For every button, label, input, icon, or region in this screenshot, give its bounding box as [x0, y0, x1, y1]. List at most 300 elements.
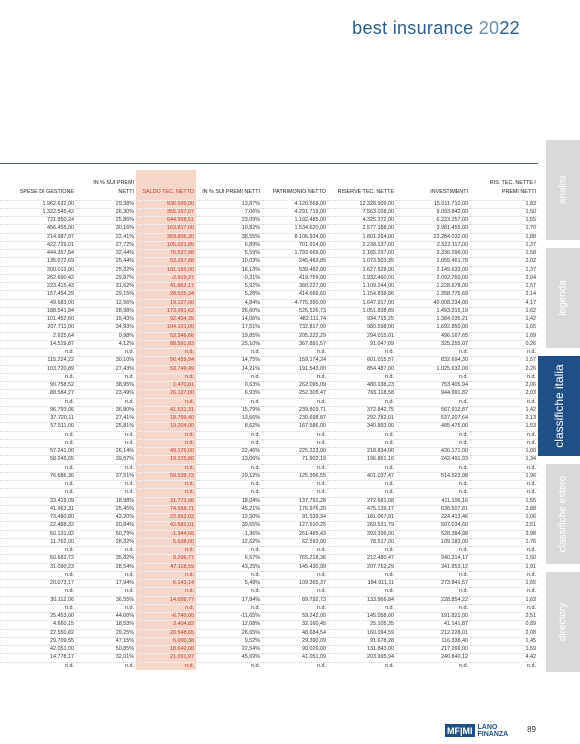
table-cell: 30.112,06 [50, 596, 74, 603]
table-cell: 832.694,30 [441, 357, 468, 364]
table-cell: 92.404,35 [136, 316, 196, 324]
sidebar-tab-classifiche-estero[interactable] [546, 464, 580, 564]
table-cell: 1.384.035,21 [436, 316, 468, 322]
table-cell: -0,31% [242, 274, 260, 281]
table-cell: 191.543,00 [299, 365, 326, 372]
table-cell: 3.404,82 [136, 621, 196, 629]
column-header-3: IN % SUI PREMI NETTI [202, 188, 260, 195]
table-cell: 48.684,54 [302, 629, 326, 636]
table-cell: n.d. [125, 349, 134, 355]
table-cell: 15.011.710,00 [433, 200, 468, 207]
table-row [0, 555, 538, 563]
table-cell: 37.720,11 [50, 415, 74, 421]
table-cell: n.d. [385, 662, 394, 669]
table-cell: 1,00 [525, 448, 536, 454]
table-cell: 91.539,34 [302, 514, 326, 520]
table-cell: 1,55 [525, 217, 536, 223]
table-cell: n.d. [65, 604, 74, 611]
table-cell: 2,51 [525, 613, 536, 619]
table-cell: 42.582,01 [136, 522, 196, 530]
table-cell: 456.455,00 [47, 225, 74, 232]
table-cell: 721.850,24 [47, 217, 74, 223]
table-cell: 22,54% [241, 646, 260, 652]
table-cell: 13,87% [241, 200, 260, 207]
table-cell: 14,75% [241, 357, 260, 364]
table-cell: 980.598,00 [367, 324, 394, 331]
table-cell: 33.419,09 [50, 497, 74, 504]
table-row [0, 373, 538, 381]
table-row [0, 324, 538, 332]
table-row [0, 415, 538, 423]
table-cell: 59.242,00 [302, 613, 326, 619]
table-cell: 262.690,42 [47, 274, 74, 281]
table-cell: 4,12% [118, 340, 134, 347]
table-cell: 59.539,73 [136, 472, 196, 480]
table-cell: 7.563.028,00 [362, 208, 394, 215]
table-cell: 272.681,08 [367, 497, 394, 504]
table-cell: 1.109.244,00 [362, 283, 394, 289]
table-cell: 1,76 [525, 538, 536, 545]
table-cell: 934.715,25 [367, 316, 394, 322]
table-cell: 14.699,77 [136, 596, 196, 604]
table-cell: 5,28% [244, 291, 260, 298]
table-cell: n.d. [527, 439, 536, 446]
table-row [0, 571, 538, 579]
table-cell: 5.638,00 [136, 538, 196, 546]
table-cell: 1.192.485,00 [294, 217, 326, 223]
table-cell: 53.267,88 [136, 258, 196, 266]
table-cell: n.d. [136, 373, 196, 381]
table-row [0, 365, 538, 373]
table-cell: n.d. [125, 547, 134, 553]
table-cell: 411.106,16 [441, 497, 468, 504]
table-cell: 91.678,28 [370, 637, 394, 644]
table-cell: 1.493.315,19 [436, 307, 468, 314]
table-cell: 88.591,83 [136, 340, 196, 348]
table-row [0, 299, 538, 307]
table-cell: 1.154.838,86 [362, 291, 394, 298]
table-cell: n.d. [459, 439, 468, 446]
table-cell: 9.093.842,00 [436, 208, 468, 215]
table-cell: 854.487,00 [367, 365, 394, 372]
table-row [0, 505, 538, 513]
table-cell: 31,62% [115, 283, 134, 289]
table-cell: 22,41% [115, 233, 134, 240]
table-cell: 91.047,09 [370, 340, 394, 347]
table-cell: 245.463,85 [299, 258, 326, 265]
table-row [0, 250, 538, 258]
table-cell: n.d. [385, 349, 394, 355]
table-cell: 41.862,17 [136, 283, 196, 291]
table-row [0, 472, 538, 480]
table-row [0, 390, 538, 398]
table-cell: 41.051,09 [302, 654, 326, 661]
table-cell: 1,57 [525, 283, 536, 289]
table-cell: n.d. [125, 588, 134, 595]
table-row [0, 307, 538, 315]
table-cell: 12.328.909,00 [359, 200, 394, 207]
table-cell: n.d. [136, 464, 196, 472]
table-cell: 1,42 [525, 406, 536, 413]
table-cell: n.d. [136, 439, 196, 447]
header-title-text: best insurance [352, 18, 479, 38]
table-cell: 944.991,82 [441, 390, 468, 397]
table-cell: 25,10% [241, 340, 260, 347]
table-cell: n.d. [527, 431, 536, 438]
table-cell: n.d. [65, 481, 74, 487]
table-cell: 12,62% [241, 538, 260, 545]
table-body [0, 200, 538, 670]
table-cell: 25,45% [115, 505, 134, 512]
table-cell: 47.118,59 [136, 563, 196, 571]
table-cell: 4,84% [244, 299, 260, 306]
table-cell: 25,32% [115, 266, 134, 273]
table-cell: 19.225,80 [136, 456, 196, 464]
table-cell: 1,50 [525, 555, 536, 562]
column-header-6: INVESTIMENTI [430, 188, 468, 195]
sidebar-tab-classifiche-italia[interactable] [538, 356, 580, 456]
table-cell: 14,21% [241, 365, 260, 372]
table-cell: 205.222,29 [299, 332, 326, 339]
table-cell: 207.762,29 [367, 563, 394, 570]
table-cell: 1,62 [525, 307, 536, 314]
table-cell: 50,85% [115, 646, 134, 652]
table-cell: 135.072,69 [47, 258, 74, 265]
table-cell: 419.759,00 [299, 274, 326, 281]
table-cell: 191.821,00 [441, 613, 468, 619]
table-cell: n.d. [317, 588, 326, 595]
sidebar-tab-label: legenda [557, 280, 569, 316]
column-header-4: PATRIMONIO NETTO [272, 188, 326, 195]
table-cell: 2,04 [525, 274, 536, 281]
table-cell: 1,91 [525, 563, 536, 570]
sidebar-tab-label: analisi [557, 175, 569, 205]
table-cell: n.d. [317, 604, 326, 611]
table-cell: 3.981.455,00 [436, 225, 468, 232]
table-cell: n.d. [65, 571, 74, 578]
table-cell: 1.322.545,42 [42, 208, 74, 215]
table-cell: 485.475,00 [441, 423, 468, 430]
table-row [0, 654, 538, 662]
table-cell: 0,26 [525, 340, 536, 347]
table-cell: n.d. [459, 489, 468, 496]
table-cell: 16,13% [241, 266, 260, 273]
table-cell: 732.817,00 [299, 324, 326, 331]
table-row [0, 481, 538, 489]
table-cell: 29,38% [115, 200, 134, 207]
ranking-table [0, 170, 538, 670]
table-cell: n.d. [527, 604, 536, 611]
table-cell: 109.365,37 [299, 580, 326, 586]
table-cell: 7,06% [244, 208, 260, 215]
table-row [0, 547, 538, 555]
table-cell: 103.720,89 [47, 365, 74, 372]
table-cell: 57.241,00 [50, 448, 74, 454]
table-cell: 1.073.503,35 [362, 258, 394, 265]
table-cell: n.d. [459, 431, 468, 438]
table-cell: 228.854,22 [441, 596, 468, 603]
table-row [0, 563, 538, 571]
table-row [0, 621, 538, 629]
table-cell: 19.204,00 [136, 423, 196, 431]
table-cell: 89.792,73 [302, 596, 326, 603]
table-cell: 35,82% [115, 555, 134, 562]
table-cell: 225.223,00 [299, 448, 326, 454]
table-cell: 29.709,55 [50, 637, 74, 644]
table-cell: 5,92% [244, 283, 260, 289]
table-cell: n.d. [65, 464, 74, 471]
table-cell: 341.853,12 [441, 563, 468, 570]
table-cell: 537.207,64 [441, 415, 468, 421]
table-cell: 131.843,00 [367, 646, 394, 652]
table-cell: n.d. [459, 464, 468, 471]
table-cell: 53.749,49 [136, 365, 196, 373]
table-cell: n.d. [136, 547, 196, 555]
table-cell: 13,06% [241, 456, 260, 463]
table-cell: n.d. [251, 588, 260, 595]
table-cell: 12,56% [115, 299, 134, 306]
table-cell: 4.291.719,00 [294, 208, 326, 215]
table-cell: 50.131,92 [50, 530, 74, 537]
table-cell: 13,66% [241, 415, 260, 421]
table-cell: n.d. [251, 481, 260, 487]
table-row [0, 456, 538, 464]
table-row [0, 604, 538, 612]
table-cell: n.d. [527, 547, 536, 553]
table-cell: 28,98% [115, 307, 134, 314]
table-cell: 355.157,07 [136, 208, 196, 216]
table-row [0, 514, 538, 522]
table-cell: n.d. [317, 662, 326, 669]
table-row [0, 283, 538, 291]
table-cell: 4.120.568,00 [294, 200, 326, 207]
sidebar-tab-legenda[interactable] [546, 248, 580, 348]
table-cell: 207.711,00 [47, 324, 74, 331]
column-header-1: IN % SUI PREMI NETTI [93, 179, 134, 195]
table-cell: 1.470,81 [136, 382, 196, 390]
table-cell: n.d. [385, 398, 394, 405]
table-cell: n.d. [385, 604, 394, 611]
table-cell: 181.067,91 [367, 514, 394, 520]
table-cell: 29,12% [241, 472, 260, 479]
table-cell: 29,25% [115, 629, 134, 636]
table-cell: 1.055.461,78 [436, 258, 468, 265]
table-cell: n.d. [317, 464, 326, 471]
table-cell: n.d. [317, 439, 326, 446]
table-cell: 28,54% [115, 563, 134, 570]
column-header-5: RISERVE TEC. NETTE [337, 188, 394, 195]
table-row [0, 208, 538, 216]
table-cell: 539.482,00 [299, 266, 326, 273]
table-cell: 224.413,46 [441, 514, 468, 520]
table-cell: n.d. [125, 398, 134, 405]
table-cell: 39,65% [241, 522, 260, 529]
table-cell: 49.176,00 [136, 448, 196, 456]
table-cell: n.d. [251, 464, 260, 471]
table-cell: 1.962.622,00 [42, 200, 74, 207]
table-row [0, 448, 538, 456]
table-row [0, 423, 538, 431]
sidebar-tab-directory[interactable] [546, 572, 580, 672]
table-cell: n.d. [459, 481, 468, 487]
table-cell: -1,36% [242, 530, 260, 537]
table-cell: 1,63 [525, 596, 536, 603]
table-cell: 2.092.760,00 [436, 274, 468, 281]
table-cell: n.d. [317, 431, 326, 438]
table-cell: n.d. [459, 547, 468, 553]
table-cell: 393.336,00 [367, 530, 394, 537]
table-cell: 159.174,24 [299, 357, 326, 364]
table-cell: 4.660,15 [53, 621, 74, 628]
table-row [0, 349, 538, 357]
table-cell: 1.358.775,69 [436, 291, 468, 298]
table-cell: 25,44% [115, 258, 134, 265]
table-cell: n.d. [385, 373, 394, 380]
table-cell: 230.698,87 [299, 415, 326, 421]
table-row [0, 580, 538, 588]
table-cell: 88.584,27 [50, 390, 74, 397]
table-cell: 17,84% [241, 596, 260, 603]
table-cell: n.d. [65, 349, 74, 355]
table-cell: 20.073,17 [50, 580, 74, 586]
table-row [0, 241, 538, 249]
table-cell: n.d. [65, 439, 74, 446]
table-cell: 30,10% [115, 357, 134, 364]
table-cell: n.d. [527, 464, 536, 471]
table-cell: 23,09% [241, 217, 260, 223]
table-cell: 25.105,35 [370, 621, 394, 628]
sidebar-tab-label: directory [557, 602, 569, 642]
table-cell: 191.155,00 [136, 266, 196, 274]
table-cell: 105.021,85 [136, 241, 196, 249]
sidebar-tab-analisi[interactable] [546, 140, 580, 240]
table-cell: 17,51% [241, 324, 260, 331]
table-cell: 27,41% [115, 415, 134, 421]
table-row [0, 588, 538, 596]
table-cell: 1,96 [525, 472, 536, 479]
table-cell: 2,08 [525, 629, 536, 636]
table-row [0, 398, 538, 406]
table-cell: n.d. [125, 439, 134, 446]
table-cell: n.d. [125, 489, 134, 496]
table-cell: n.d. [125, 431, 134, 438]
table-cell: 340.893,00 [367, 423, 394, 430]
table-cell: 133.966,84 [367, 596, 394, 603]
table-row [0, 200, 538, 208]
table-cell: 1,59 [525, 646, 536, 652]
table-cell: 4,42 [525, 654, 536, 661]
table-cell: n.d. [317, 373, 326, 380]
table-cell: 2.625,64 [53, 332, 74, 339]
table-row [0, 489, 538, 497]
table-cell: 163.817,00 [136, 225, 196, 233]
table-cell: 19.127,00 [136, 299, 196, 307]
table-cell: 2,14 [525, 291, 536, 298]
table-cell: 1,58 [525, 250, 536, 256]
table-cell: 19,85% [241, 332, 260, 339]
milano-finanza-logo [445, 724, 508, 737]
table-cell: 76.686,36 [50, 472, 74, 479]
table-row [0, 596, 538, 604]
table-cell: 28.525,34 [136, 291, 196, 299]
table-cell: 26,14% [115, 448, 134, 454]
table-cell: 27,72% [115, 241, 134, 248]
table-cell: 2,03 [525, 390, 536, 397]
column-header-7: RIS. TEC. NETTE / PREMI NETTI [489, 179, 536, 195]
table-cell: 22.550,82 [50, 629, 74, 636]
table-cell: 184.911,11 [367, 580, 394, 586]
table-cell: 269.531,79 [367, 522, 394, 529]
table-cell: 2,06 [525, 382, 536, 388]
table-cell: 372.842,75 [367, 406, 394, 413]
table-cell: 30,16% [115, 225, 134, 232]
table-cell: 218.834,00 [367, 448, 394, 454]
table-cell: 4.775.390,00 [294, 299, 326, 306]
table-cell: 0,98% [118, 332, 134, 339]
table-cell: n.d. [65, 431, 74, 438]
table-cell: 6,93% [244, 390, 260, 397]
table-cell: 6,89% [244, 241, 260, 248]
table-cell: 25,81% [115, 423, 134, 430]
table-cell: 214.987,97 [47, 233, 74, 240]
table-cell: 71.902,19 [302, 456, 326, 463]
table-cell: n.d. [317, 571, 326, 578]
table-cell: n.d. [251, 571, 260, 578]
table-cell: 173.091,62 [136, 307, 196, 315]
table-cell: 26,60% [241, 307, 260, 314]
table-cell: n.d. [251, 373, 260, 380]
table-cell: 2,13 [525, 415, 536, 421]
table-cell: n.d. [527, 662, 536, 669]
table-cell: 137.791,28 [299, 497, 326, 504]
table-cell: n.d. [459, 604, 468, 611]
table-cell: 21.091,97 [136, 654, 196, 662]
table-cell: n.d. [317, 349, 326, 355]
table-cell: 38,55% [241, 233, 260, 240]
table-cell: n.d. [385, 431, 394, 438]
table-cell: 56.459,94 [136, 357, 196, 365]
table-cell: 50,79% [115, 530, 134, 537]
table-cell: 62.593,00 [302, 538, 326, 545]
table-row [0, 662, 538, 670]
table-cell: n.d. [125, 481, 134, 487]
table-cell: 38,95% [115, 382, 134, 388]
table-cell: 25.453,00 [50, 613, 74, 619]
table-cell: 1.051.838,89 [362, 307, 394, 314]
table-cell: 2.577.188,00 [362, 225, 394, 232]
table-cell: 27,43% [115, 365, 134, 372]
table-cell: 252.305,47 [299, 390, 326, 397]
table-cell: 76.537,98 [136, 250, 196, 258]
logo-text-a: LANO [477, 723, 498, 731]
table-cell: 528.384,98 [441, 530, 468, 537]
table-cell: n.d. [251, 662, 260, 669]
table-cell: 430.171,00 [441, 448, 468, 454]
table-cell: 701.914,00 [299, 241, 326, 248]
table-cell: 644.558,51 [136, 217, 196, 225]
table-row [0, 646, 538, 654]
table-cell: n.d. [459, 349, 468, 355]
table-row [0, 316, 538, 324]
table-cell: 1,55 [525, 497, 536, 504]
table-cell: 26,65% [241, 629, 260, 636]
table-cell: 29.390,09 [302, 637, 326, 644]
table-cell: 369.806,30 [136, 233, 196, 241]
table-cell: 1,83 [525, 200, 536, 207]
table-header [0, 170, 538, 200]
table-cell: n.d. [385, 439, 394, 446]
table-cell: 239.803,71 [299, 406, 326, 413]
